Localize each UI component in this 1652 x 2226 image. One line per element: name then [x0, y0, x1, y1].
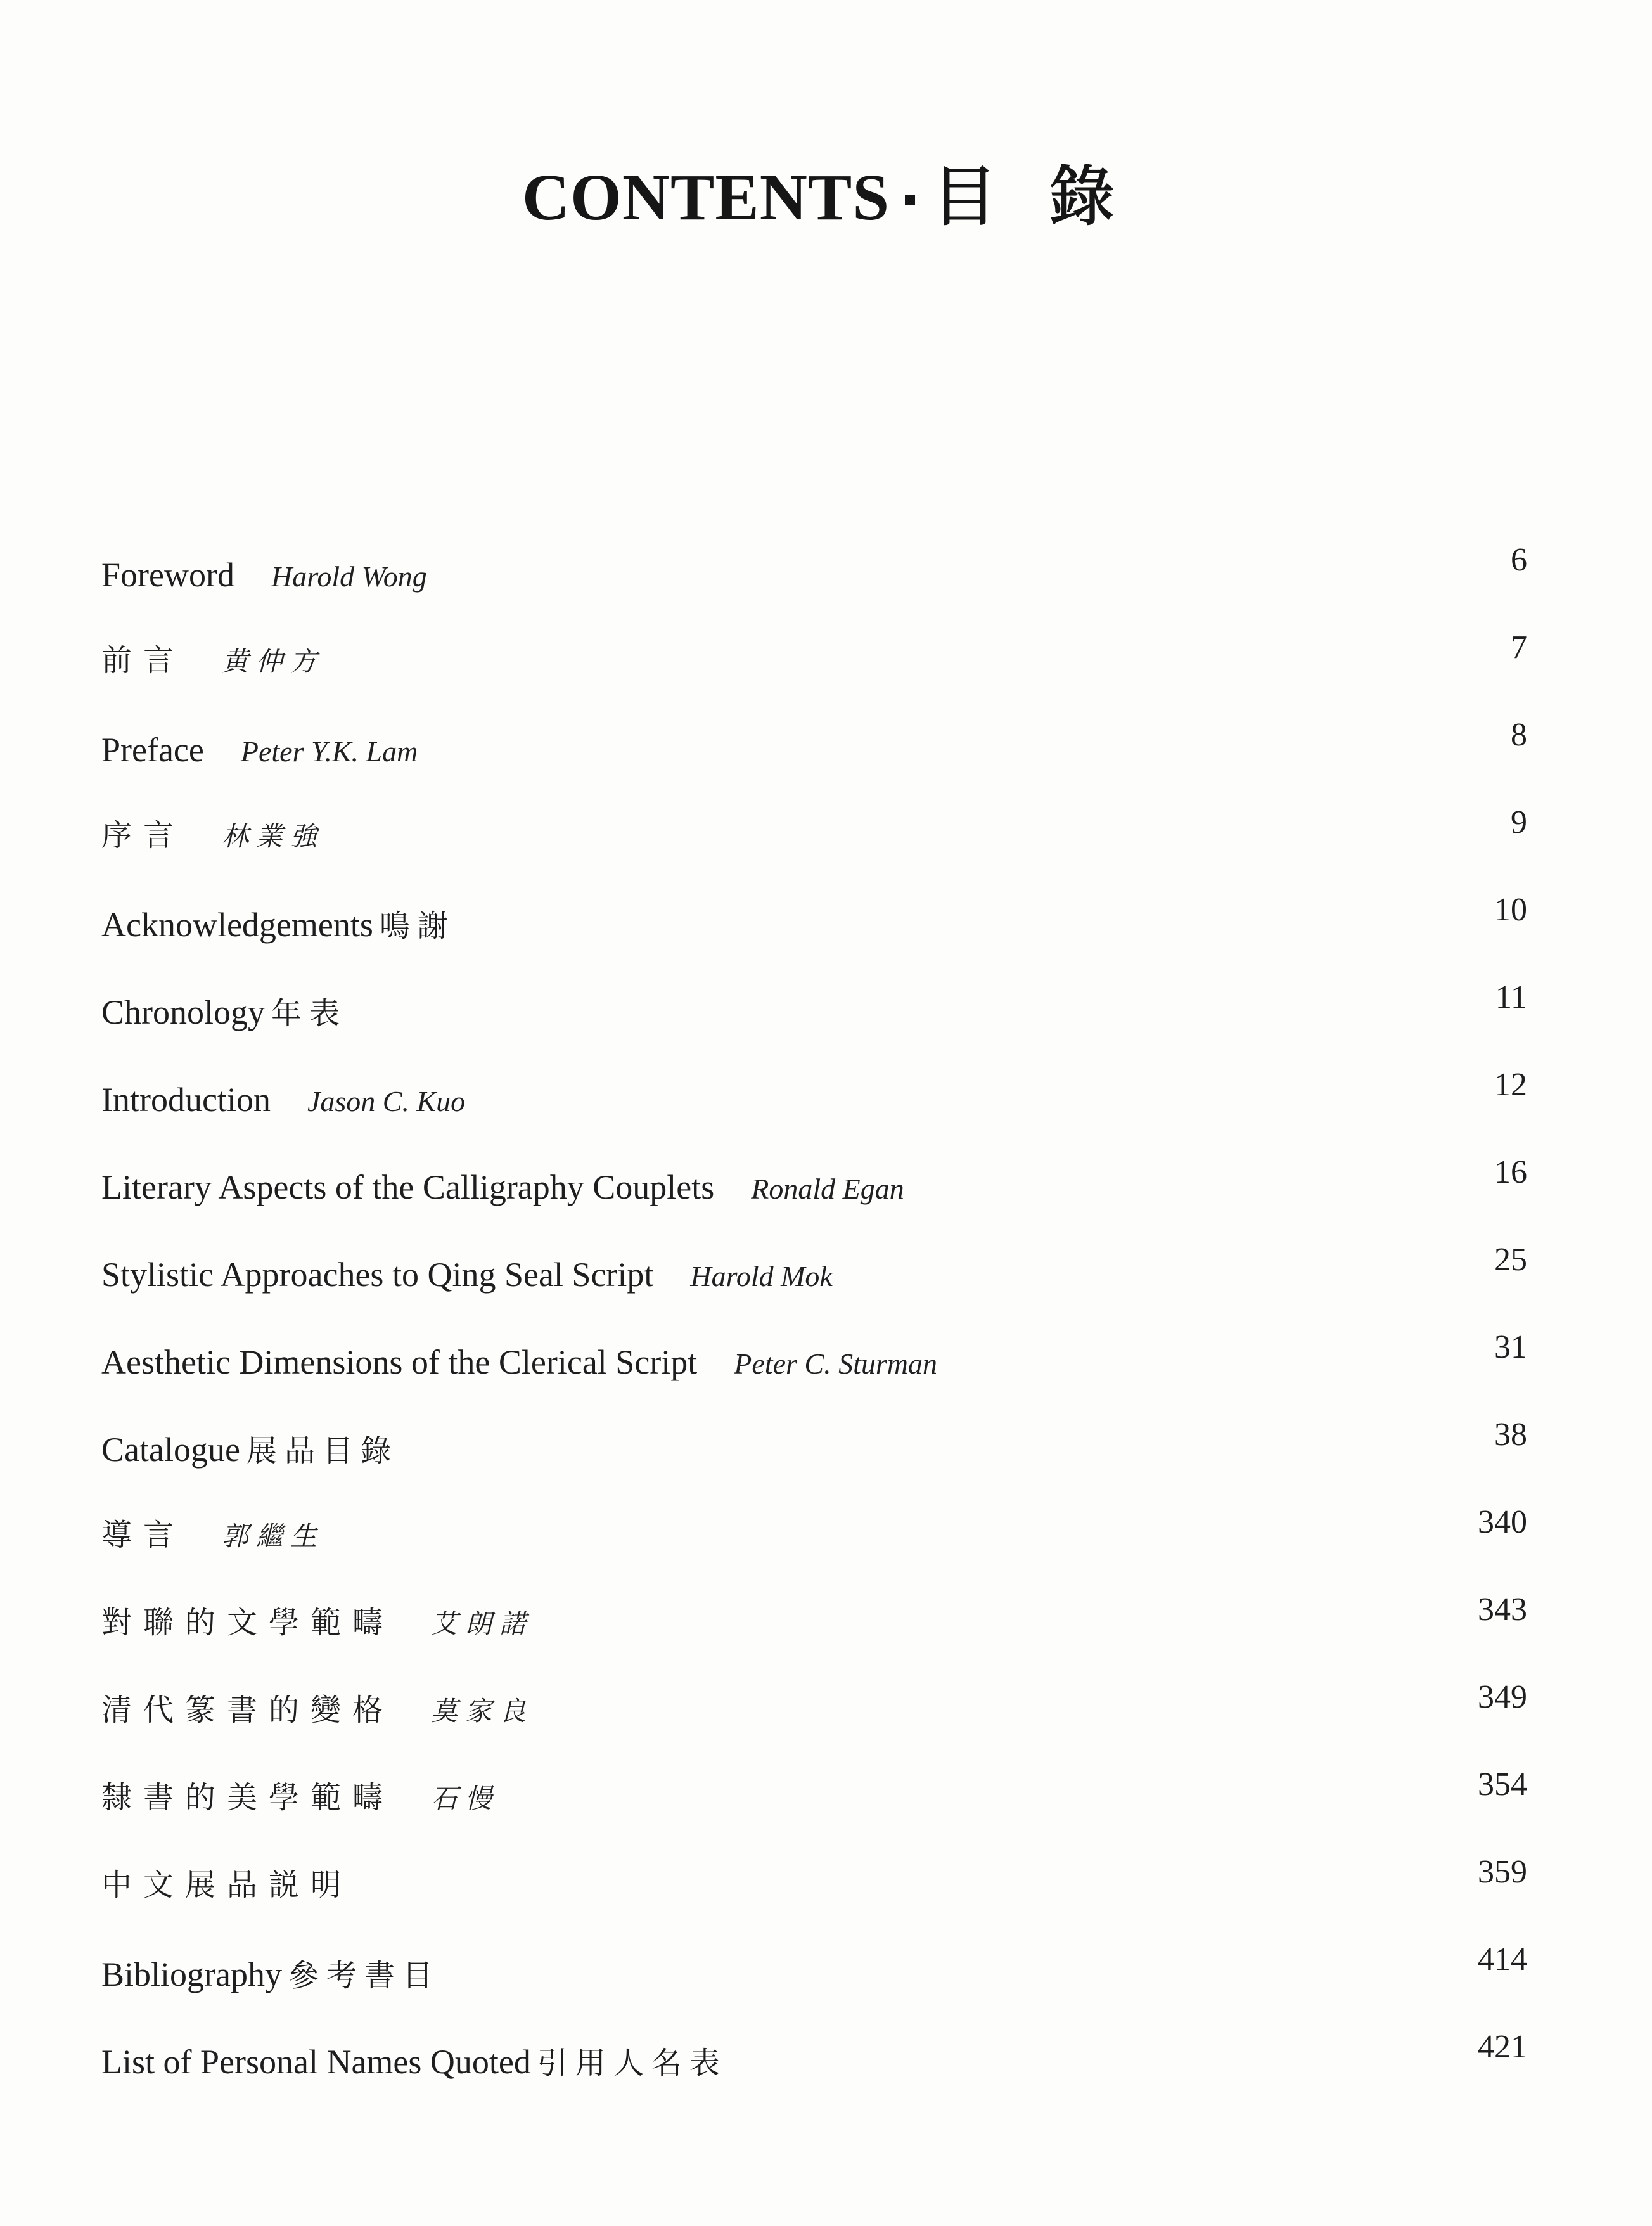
toc-entry-author: Harold Mok — [690, 1260, 833, 1292]
toc-entry-title: 對聯的文學範疇 — [101, 1605, 395, 1640]
toc-entry-text — [101, 645, 324, 676]
toc-entry-title-chinese: 展品目錄 — [246, 1433, 399, 1469]
toc-entry-author: Ronald Egan — [751, 1173, 904, 1205]
toc-entry-author: 黄仲方 — [222, 646, 325, 677]
toc-entry-author: 林業強 — [222, 821, 325, 852]
toc-entry-catalogue-chinese[interactable] — [101, 1856, 1527, 1919]
toc-entry-text — [101, 908, 456, 942]
toc-entry-couplets-chinese[interactable] — [101, 1593, 1527, 1657]
toc-entry-page-number: 10 — [1494, 892, 1527, 928]
toc-entry-page-number: 421 — [1478, 2029, 1527, 2065]
toc-entry-page-number: 6 — [1511, 542, 1527, 578]
toc-entry-title: Foreword — [101, 556, 234, 594]
toc-entry-title: 中文展品説明 — [101, 1867, 353, 1903]
toc-entry-author: 莫家良 — [431, 1695, 534, 1727]
toc-entry-page-number: 38 — [1494, 1417, 1527, 1453]
toc-entry-title: 清代篆書的變格 — [101, 1692, 395, 1728]
toc-entry-title: 前言 — [101, 643, 186, 678]
toc-entry-clerical-script-chinese[interactable] — [101, 1768, 1527, 1832]
toc-entry-author: Jason C. Kuo — [307, 1085, 466, 1117]
toc-entry-title: List of Personal Names Quoted — [101, 2043, 531, 2081]
toc-entry-text — [101, 1692, 534, 1728]
toc-entry-page-number: 354 — [1478, 1766, 1527, 1803]
toc-entry-introduction-chinese[interactable] — [101, 1506, 1527, 1569]
toc-entry-page-number: 414 — [1478, 1941, 1527, 1978]
toc-entry-text — [101, 820, 324, 851]
page-title-chinese: 目 錄 — [932, 158, 1130, 235]
toc-entry-title-chinese: 鳴謝 — [379, 908, 456, 944]
toc-entry-introduction[interactable] — [101, 1069, 1527, 1132]
toc-entry-author: 郭繼生 — [222, 1521, 325, 1552]
toc-entry-stylistic-approaches[interactable] — [101, 1244, 1527, 1307]
toc-entry-page-number: 11 — [1495, 979, 1527, 1015]
toc-entry-text — [101, 1957, 440, 1991]
toc-entry-page-number: 359 — [1478, 1854, 1527, 1890]
toc-entry-page-number: 25 — [1494, 1242, 1527, 1278]
toc-entry-page-number: 7 — [1511, 629, 1527, 666]
toc-entry-text — [101, 558, 427, 592]
toc-entry-author: 艾朗諾 — [431, 1608, 534, 1639]
toc-entry-text — [101, 1782, 499, 1813]
toc-entry-text — [101, 1345, 937, 1379]
toc-entry-page-number: 8 — [1511, 717, 1527, 753]
toc-entry-title: Literary Aspects of the Calligraphy Couplets — [101, 1168, 715, 1206]
toc-entry-page-number: 343 — [1478, 1592, 1527, 1628]
toc-entry-literary-aspects[interactable] — [101, 1156, 1527, 1219]
toc-entry-text — [101, 995, 347, 1029]
toc-entry-bibliography[interactable] — [101, 1943, 1527, 2007]
toc-entry-title: Acknowledgements — [101, 906, 373, 944]
toc-entry-chronology[interactable] — [101, 981, 1527, 1045]
toc-entry-page-number: 16 — [1494, 1154, 1527, 1190]
toc-entry-aesthetic-dimensions[interactable] — [101, 1331, 1527, 1394]
toc-entry-preface[interactable] — [101, 719, 1527, 782]
toc-entry-page-number: 9 — [1511, 804, 1527, 840]
toc-entry-author: Harold Wong — [271, 560, 427, 593]
toc-entry-title: Aesthetic Dimensions of the Clerical Script — [101, 1343, 698, 1381]
toc-entry-catalogue[interactable] — [101, 1419, 1527, 1482]
toc-entry-text — [101, 1083, 465, 1117]
page-title-english: CONTENTS — [522, 161, 890, 234]
toc-entry-title: Chronology — [101, 993, 266, 1031]
toc-entry-title: Bibliography — [101, 1955, 282, 1993]
toc-entry-seal-script-chinese[interactable] — [101, 1681, 1527, 1744]
toc-entry-author: Peter C. Sturman — [734, 1348, 937, 1380]
toc-entry-title: 序言 — [101, 818, 186, 853]
toc-entry-text — [101, 1867, 353, 1903]
toc-entry-title: 隸書的美學範疇 — [101, 1780, 395, 1815]
toc-entry-foreword-chinese[interactable] — [101, 631, 1527, 695]
toc-entry-preface-chinese[interactable] — [101, 806, 1527, 870]
toc-entry-page-number: 31 — [1494, 1329, 1527, 1365]
toc-entry-personal-names[interactable] — [101, 2031, 1527, 2094]
toc-entry-acknowledgements[interactable] — [101, 894, 1527, 957]
toc-entry-text — [101, 1517, 325, 1553]
toc-entry-text — [101, 1170, 904, 1204]
toc-entry-author: Peter Y.K. Lam — [240, 735, 418, 768]
toc-entry-title: Introduction — [101, 1081, 271, 1119]
toc-entry-foreword[interactable] — [101, 544, 1527, 607]
toc-entry-page-number: 12 — [1494, 1067, 1527, 1103]
toc-entry-text — [101, 1607, 534, 1638]
toc-entry-text — [101, 733, 418, 767]
toc-entry-title-chinese: 年表 — [271, 996, 348, 1031]
toc-entry-text — [101, 1258, 833, 1292]
toc-entry-author: 石慢 — [431, 1783, 500, 1814]
toc-entry-text — [101, 1432, 399, 1467]
toc-entry-page-number: 349 — [1478, 1679, 1527, 1715]
toc-entry-title: Stylistic Approaches to Qing Seal Script — [101, 1256, 654, 1294]
toc-entry-title: Preface — [101, 731, 204, 769]
toc-entry-title-chinese: 參考書目 — [288, 1958, 440, 1993]
toc-entry-title: Catalogue — [101, 1431, 240, 1469]
toc-entry-page-number: 340 — [1478, 1504, 1527, 1540]
toc-entry-title: 導言 — [101, 1517, 186, 1553]
toc-entry-text — [101, 2045, 727, 2079]
toc-entry-title-chinese: 引用人名表 — [537, 2045, 727, 2081]
